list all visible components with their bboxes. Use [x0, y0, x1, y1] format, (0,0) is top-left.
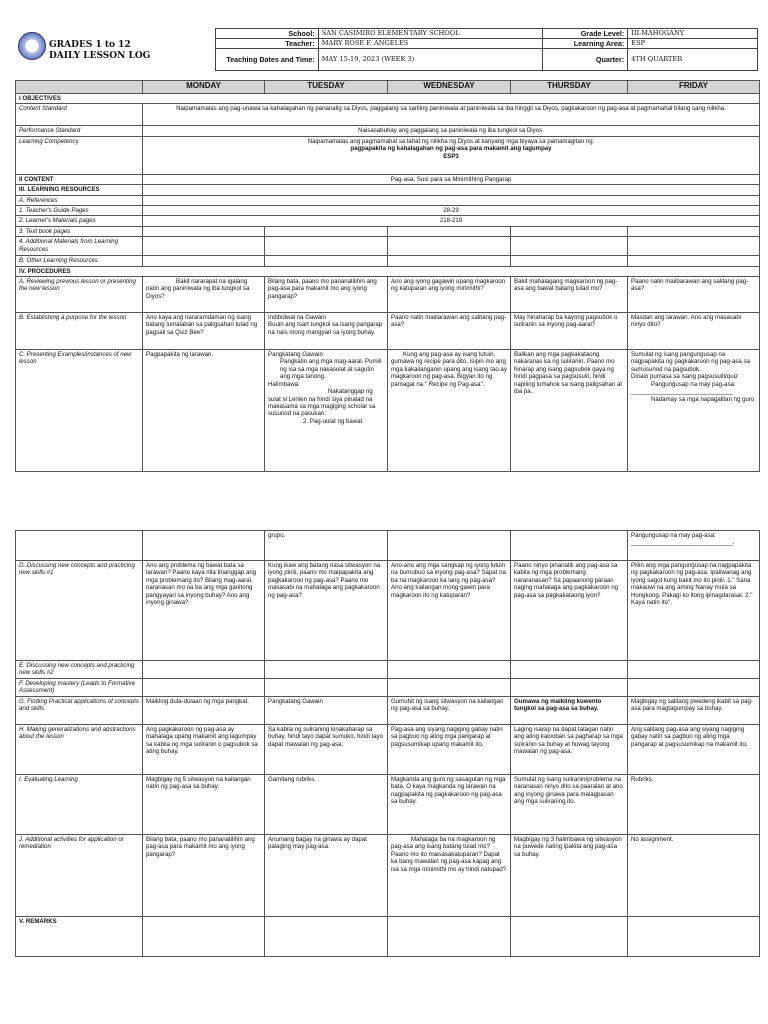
proc-h-label: H. Making generalizations and abstractions about the lesson [16, 725, 143, 775]
proc-a-label: A. Reviewing previous lesson or presenting the new lesson [16, 277, 143, 313]
lm-label: 2. Learner's Materials pages [16, 216, 143, 226]
day-header-row [16, 81, 760, 94]
proc-c-friday: Sumulat ng isang pangungusap na nagpapakita ng pagkakaroon ng pag-asa sa sumusunod na pagsubok. Dinaio pumasa sa isang pagsusulit/quiz Pangungusap na may pag-asa: ______________________________ Nadamay sa mga napagalitan ng guro [628, 350, 760, 472]
proc-i-wednesday: Magkanda ang guro ng sasagutan ng mga bata. O kaya magkanda ng larawan na nagpapakita ng pagkakaroon ng pag-asa sa buhay. [388, 775, 511, 835]
proc-h-wednesday: Pag-asa ang siyang nagiging gabay natin sa pagbuo ng ating mga pangarap at pagsusumikap upang makamit ito. [388, 725, 511, 775]
proc-j-friday: No assignment. [628, 835, 760, 917]
proc-i-thursday: Sumulat ng isang suliranin/problema na naranasan ninyo dito sa paaralan at ano ang inyong ginawa para malagpasan ang mga suliraning ito. [511, 775, 628, 835]
proc-i-label: I. Evaluating Learning [16, 775, 143, 835]
proc-j-label: J. Additional activities for application or remediation [16, 835, 143, 917]
resources-heading: III. LEARNING RESOURCES [16, 185, 143, 195]
proc-h-tuesday: Sa kabila ng suliraning kinakaharap sa buhay, hindi tayo dapat sumuko, hindi tayo dapat mawalan ng pag-asa. [265, 725, 388, 775]
area-value: ESP [628, 39, 758, 49]
content-label: II CONTENT [16, 174, 143, 184]
dates-value: MAY 15-19, 2023 (WEEK 3) [318, 49, 543, 71]
proc-j-monday: Bilang bata, paano mo pananatilihin ang pag-asa para makamit mo ang iyong pangarap? [143, 835, 265, 917]
lesson-log-table-page2 [15, 530, 760, 957]
proc-j-wednesday: Mahalaga ba na magkaroon ng pag-asa ang isang batang tulad mo? Paano mo ito maisasakatuparan? Dapat ka bang mawalan ng pag-asa kapag ang isa sa mga minimithi mo ay hindi natupad? [388, 835, 511, 917]
lesson-log-header [15, 28, 758, 80]
proc-c-wednesday: Kung ang pag-asa ay isang lutuin, gumawa ng recipe para dito. Isipin mo ang mga kakailanganin upang ang isang tao ay magkaroon ng pag-asa. Bigyan ito ng pamagat na " Recipe ng Pag-asa". [388, 350, 511, 472]
proc-g-wednesday: Gumuhit ng isang sitwasyon na kailangan ng pag-asa sa buhay. [388, 697, 511, 725]
proc-c-tuesday: Pangkatang Gawain Pangkatin ang mga mag-aaral. Pumili ng isa sa mga nakasulat at sagutin ang mga tanong. Halimbawa: Nakatanggap ng sulat si Lenlen na hindi siya pinalad na makasama sa mga magiging scholar sa susunod na pasukan. 2. Pag-uulat ng bawat [265, 350, 388, 472]
proc-h-friday: Ang salitang pag-asa ang siyang nagiging gabay natin sa pagbuo ng ating mga pangarap at pagsusumikap na makamit ito. [628, 725, 760, 775]
day-wednesday: WEDNESDAY [388, 81, 511, 94]
proc-g-friday: Magbigay ng salitang pwedeng ikabit sa pag-asa para magtagumpay sa buhay. [628, 697, 760, 725]
competency-label: Learning Competency [16, 136, 143, 174]
proc-d-label: D. Discussing new concepts and practicing new skills #1 [16, 561, 143, 661]
proc-d-wednesday: Ano-ano ang mga sangkap ng iyong lutuin na bumubuo sa inyong pag-asa? Sapat na ba na magkaroon ka lang ng pag-asa? Ano ang kailangan mong gawin para magkaroon ito ng katuparan? [388, 561, 511, 661]
additional-materials-label: 4. Additional Materials from Learning Resources [16, 237, 143, 256]
day-thursday: THURSDAY [511, 81, 628, 94]
objectives-heading: I OBJECTIVES [16, 94, 760, 104]
performance-standard: Naisasabuhay ang paggalang sa paniniwala ng iba tungkol sa Diyos. [143, 126, 760, 136]
lm-pages: 218-219 [143, 216, 760, 226]
proc-b-wednesday: Paano natin maiilarawan ang salitang pag-asa? [388, 313, 511, 350]
procedures-heading: IV. PROCEDURES [16, 266, 760, 276]
proc-j-tuesday: Anumang bagay na ginawa ay dapat palaging may pag-asa. [265, 835, 388, 917]
content-value: Pag-asa: Susi para sa Minimithing Pangarap [143, 174, 760, 184]
proc-h-thursday: Laging isaisip na dapat tatagan natin ang ating kalooban sa pagharap sa mga suliranin sa buhay at huwag tayong mawalan ng pag-asa. [511, 725, 628, 775]
proc-d-monday: Ano ang problema ng bawat bata sa larawan? Paano kaya nila tinanggap ang mga problemang ito? Bilang mag-aaral, naranasan mo na ba ang mga ganitong pangyayari sa inyong buhay? Ano ang inyong ginawa? [143, 561, 265, 661]
proc-g-label: G. Finding Practical applications of concepts and skills [16, 697, 143, 725]
proc-i-monday: Magbigay ng 5 sitwasyon na kailangan natin ng pag-asa sa buhay. [143, 775, 265, 835]
proc-c-monday: Pagpapakita ng larawan. [143, 350, 265, 472]
proc-f-label: F. Developing mastery (Leads to Formative Assessment) [16, 679, 143, 697]
proc-a-friday: Paano natin maiibarawan ang salitang pag-asa? [628, 277, 760, 313]
proc-a-monday: Bakit nararapat na igalang natin ang paniniwala ng iba tungkol sa Diyos? [143, 277, 265, 313]
textbook-label: 3. Text book pages [16, 226, 143, 236]
proc-e-label: E. Discussing new concepts and practicing new skills #2 [16, 661, 143, 679]
learning-competency: Naipamamalas ang pagmamahal sa lahat ng nilikha ng Diyos at kanyang mga biyaya sa pamamagitan ng: pagpapakita ng kahalagahan ng pag-asa para makamit ang tagumpay ESP3 [143, 136, 760, 174]
quarter-value: 4TH QUARTER [628, 49, 758, 71]
other-resources-label: B. Other Learning Resources [16, 256, 143, 266]
day-friday: FRIDAY [628, 81, 760, 94]
proc-a-wednesday: Ano ang iyong gagawin upang magkaroon ng katuparan ang iyong minimithi? [388, 277, 511, 313]
proc-c-friday-cont: Pangungusap na may pag-asa: ______________________________. [628, 531, 760, 561]
proc-d-tuesday: Kung ikaw ang batang nasa sitwasyon na iyong pinili, paano mo maipapakita ang pagkakaroon ng pag-asa? Paano mo masasabi na mahalaga ang pagkakaroon ng pag-asa? [265, 561, 388, 661]
proc-b-friday: Masdan ang larawan. Ano ang masasabi ninyo dito? [628, 313, 760, 350]
proc-i-tuesday: Gamitang rubriks. [265, 775, 388, 835]
day-monday: MONDAY [143, 81, 265, 94]
performance-standard-label: Performance Standard [16, 126, 143, 136]
school-label: School: [216, 29, 319, 39]
proc-b-monday: Ano kaya ang nararamdaman ng isang batang lumalaban sa paligsahan tulad ng pagsali sa Quiz Bee? [143, 313, 265, 350]
proc-c-label: C. Presenting Examples/instances of new lesson [16, 350, 143, 472]
teacher-label: Teacher: [216, 39, 319, 49]
proc-c-thursday: Balikan ang mga pagkakataong nakaranas ka ng suliranin. Paano mo hinarap ang isang pagsubok gaya ng hindi pagpasa sa pagsusulit, hindi napiling lumahok sa isang paligsahan at iba pa. [511, 350, 628, 472]
header-info-table [215, 28, 758, 71]
proc-d-friday: Piliin ang mga pangungusap na nagpapakita ng pagkakaroon ng pag-asa. Ipaliwanag ang iyong sagot kung bakit mo ito pinili. 1." Sana makauwi na ang aming Nanay mula sa Hongkong. Pakagi ko itong ipinagdarasal. 2." Kaya natin ito". [628, 561, 760, 661]
content-standard: Naipamamalas ang pag-unawa sa kahalagahan ng pananalig sa Diyos, paggalang sa sariling paniniwala at paniniwala sa iba hinggil sa Diyos, pagkakaroon ng pag-asa at pagmamahal bilang sang nilikha. [143, 104, 760, 126]
proc-h-monday: Ang pagkakaroon ng pag-asa ay mahalaga upang makamit ang tagumpay sa kabila ng mga suliranin o pagsubok sa ating buhay. [143, 725, 265, 775]
proc-b-thursday: May hinaharap ba kayong pagsubok o suliranin sa inyong pag-aaral? [511, 313, 628, 350]
area-label: Learning Area: [543, 39, 628, 49]
grade-value: III-MAHOGANY [628, 29, 758, 39]
proc-g-monday: Maikling dula-dulaan ng mga pangkat. [143, 697, 265, 725]
quarter-label: Quarter: [543, 49, 628, 71]
proc-c-tuesday-cont: grupo. [265, 531, 388, 561]
lesson-log-table-page1 [15, 80, 760, 472]
proc-a-tuesday: Bilang bata, paano mo pananatilihin ang pag-asa para makamit mo ang iyong pangarap? [265, 277, 388, 313]
school-value: SAN CASIMIRO ELEMENTARY SCHOOL [318, 29, 543, 39]
proc-a-thursday: Bakit mahalagang magkaroon ng pag-asa ang bawat batang tulad mo? [511, 277, 628, 313]
grade-label: Grade Level: [543, 29, 628, 39]
references-label: A. References [16, 195, 143, 205]
proc-b-label: B. Establishing a purpose for the lesson [16, 313, 143, 350]
tg-pages: 28-29 [143, 206, 760, 216]
content-standard-label: Content Standard [16, 104, 143, 126]
proc-j-thursday: Magbigay ng 3 halimbawa ng sitwasyon na puwede nating ipakita ang pag-asa sa buhay. [511, 835, 628, 917]
proc-g-thursday: Gumawa ng maikling kuwento tungkol sa pag-asa sa buhay. [511, 697, 628, 725]
day-tuesday: TUESDAY [265, 81, 388, 94]
brand-title: GRADES 1 to 12 DAILY LESSON LOG [49, 40, 151, 61]
proc-b-tuesday: Indibidwal na Gawain Buuin ang tsart tungkol sa isang pangarap na nais mong mangyari sa iyong buhay. [265, 313, 388, 350]
proc-g-tuesday: Pangkatang Gawain [265, 697, 388, 725]
dates-label: Teaching Dates and Time: [216, 49, 319, 71]
proc-d-thursday: Paano ninyo pinanatili ang pag-asa sa kabila ng mga problemang nararanasan? Sa papaanong paraan naging mahalaga ang pagkakaroon ng pag-asa sa pagkakataong iyon? [511, 561, 628, 661]
teacher-value: MARY ROSE F. ANGELES [318, 39, 543, 49]
deped-seal-icon [18, 32, 46, 60]
proc-i-friday: Rubriks. [628, 775, 760, 835]
remarks-label: V. REMARKS [16, 917, 143, 957]
tg-label: 1. Teacher's Guide Pages [16, 206, 143, 216]
